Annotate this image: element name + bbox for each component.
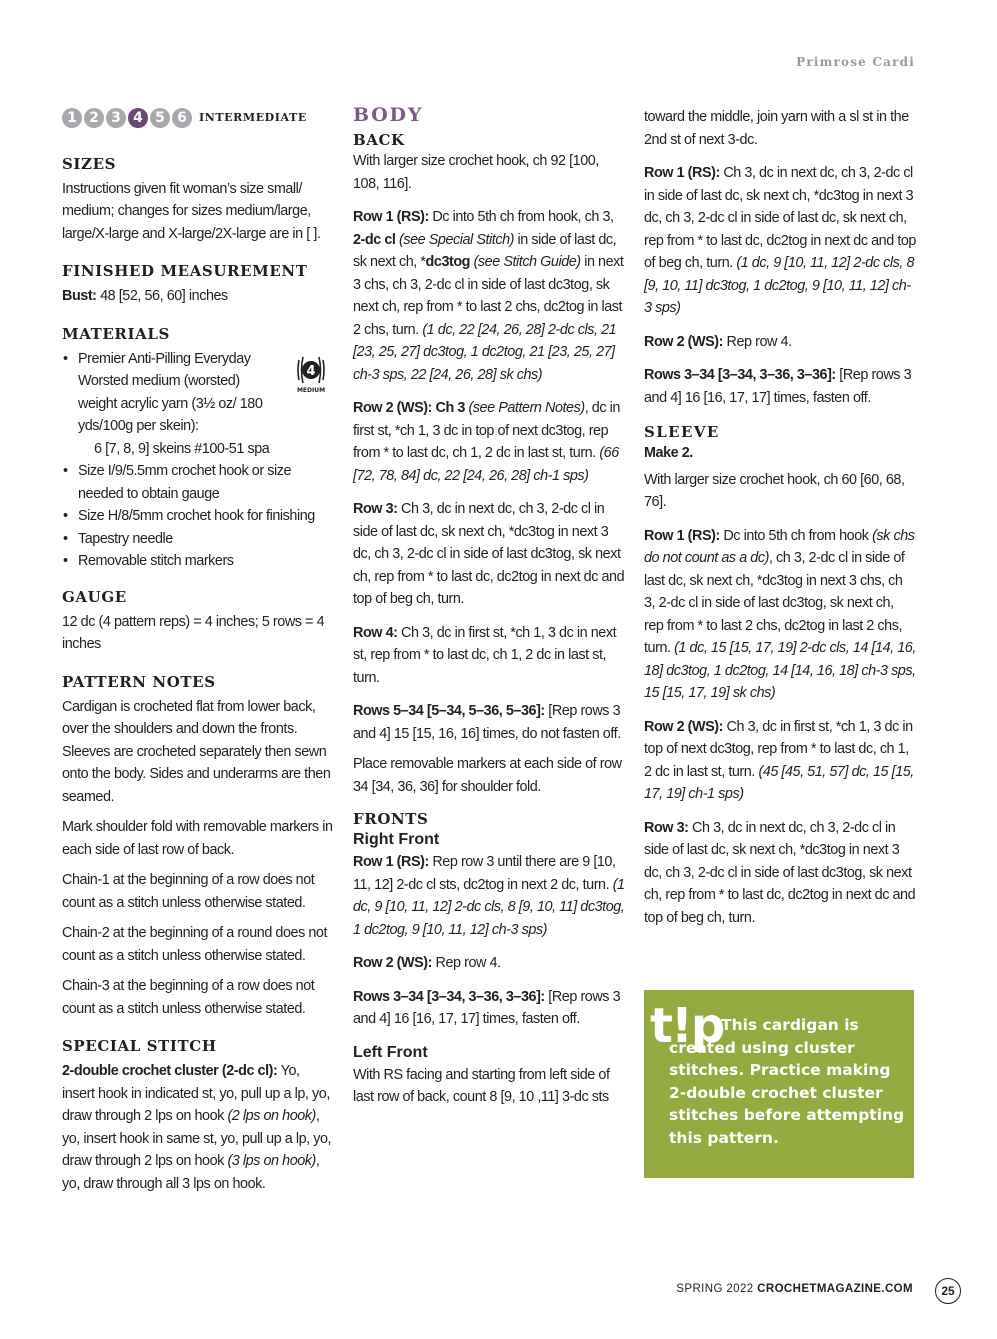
left-front-heading: Left Front bbox=[353, 1043, 428, 1061]
left-front-row-1: Row 1 (RS): Ch 3, dc in next dc, ch 3, 2-dc cl in side of last dc, sk next ch, *dc3tog in next 3 dc, ch 3, 2-dc cl in side of last dc, sk next ch, rep from * to last dc, dc2tog in next dc and top of beg ch, turn. (1 dc, 9 [10, 11, 12] 2-dc cls, 8 [9, 10, 11] dc3tog, 1 dc2tog, 9 [10, 11, 12] ch-3 sps) bbox=[644, 165, 916, 316]
sizes-heading: SIZES bbox=[62, 154, 117, 173]
left-front-row-2: Row 2 (WS): Rep row 4. bbox=[644, 333, 792, 350]
back-rows-5-34: Rows 5–34 [5–34, 5–36, 5–36]: [Rep rows 3 and 4] 15 [15, 16, 16] times, do not fasten off. bbox=[353, 703, 621, 742]
materials-list bbox=[62, 348, 334, 573]
page-number: 25 bbox=[935, 1278, 961, 1304]
back-row-2: Row 2 (WS): Ch 3 (see Pattern Notes), dc in first st, *ch 1, 3 dc in top of next dc3tog, rep from * to last dc, ch 1, 2 dc in last st, turn. (66 [72, 78, 84] dc, 22 [24, 26, 28] ch-1 sps) bbox=[353, 400, 620, 484]
finished-text bbox=[62, 285, 334, 308]
pattern-note: Chain-3 at the beginning of a row does not count as a stitch unless otherwise stated. bbox=[62, 978, 315, 1017]
sleeve-row-2: Row 2 (WS): Ch 3, dc in first st, *ch 1, 3 dc in top of next dc3tog, rep from * to last dc, ch 1, 2 dc in last st, turn. (45 [45, 51, 57] dc, 15 [15, 17, 19] ch-1 sps) bbox=[644, 718, 914, 802]
left-front-intro-cont: toward the middle, join yarn with a sl st in the 2nd st of next 3-dc. bbox=[644, 109, 909, 148]
pattern-note: Chain-2 at the beginning of a round does not count as a stitch unless otherwise stated. bbox=[62, 925, 328, 964]
back-row-4: Row 4: Ch 3, dc in first st, *ch 1, 3 dc in next st, rep from * to last dc, ch 1, 2 dc in last st, turn. bbox=[353, 624, 617, 686]
materials-heading: MATERIALS bbox=[62, 324, 170, 343]
back-intro: With larger size crochet hook, ch 92 [100, 108, 116]. bbox=[353, 153, 599, 192]
body-heading: BODY bbox=[353, 104, 424, 126]
gauge-heading: GAUGE bbox=[62, 587, 127, 606]
make-two: Make 2. bbox=[644, 445, 693, 461]
material-item: • Premier Anti-Pilling Everyday Worsted medium (worsted) weight acrylic yarn (3½ oz/ 180 yds/100g per skein): bbox=[62, 348, 334, 438]
left-front-rows-3-34: Rows 3–34 [3–34, 3–36, 3–36]: [Rep rows 3 and 4] 16 [16, 17, 17] times, fasten off. bbox=[644, 367, 912, 406]
finished-heading: FINISHED MEASUREMENT bbox=[62, 262, 308, 280]
special-stitch-heading: SPECIAL STITCH bbox=[62, 1037, 217, 1055]
fronts-heading: FRONTS bbox=[353, 810, 429, 828]
column-2 bbox=[353, 104, 625, 1120]
sleeve-row-3: Row 3: Ch 3, dc in next dc, ch 3, 2-dc cl in side of last dc, sk next ch, *dc3tog in next 3 dc, ch 3, 2-dc cl in side of last dc3tog, sk next ch, rep from * to last dc, dc2tog in next dc and top of beg ch, turn. bbox=[644, 819, 916, 926]
yarn-weight-label: MEDIUM bbox=[296, 386, 326, 394]
sleeve-row-1: Row 1 (RS): Dc into 5th ch from hook (sk chs do not count as a dc), ch 3, 2-dc cl in side of last dc, sk next ch, *dc3tog in next 3 chs, ch 3, 2-dc cl in side of last dc3tog, sk next ch, rep from * to last 2 chs, dc2tog in last 2 chs, turn. (1 dc, 15 [15, 17, 19] 2-dc cls, 14 [14, 16, 18] dc3tog, 1 dc2tog, 14 [14, 16, 18] ch-3 sps, 15 [15, 17, 19] sk chs) bbox=[644, 527, 916, 701]
right-front-row-2: Row 2 (WS): Rep row 4. bbox=[353, 955, 501, 971]
skill-level-4-active: 4 bbox=[128, 108, 148, 128]
skill-level-5: 5 bbox=[150, 108, 170, 128]
skill-level-6: 6 bbox=[172, 108, 192, 128]
skill-level-3: 3 bbox=[106, 108, 126, 128]
right-front-heading: Right Front bbox=[353, 831, 440, 848]
skill-level bbox=[62, 107, 334, 130]
back-heading: BACK bbox=[353, 131, 405, 149]
column-3 bbox=[644, 106, 916, 940]
footer-season: SPRING 2022 bbox=[676, 1283, 758, 1295]
column-1 bbox=[62, 104, 334, 1206]
special-stitch-text: 2-double crochet cluster (2-dc cl): Yo, insert hook in indicated st, yo, pull up a lp, yo, draw through 2 lps on hook (2 lps on hook), yo, insert hook in same st, yo, pull up a lp, yo, draw through 2 lps on hook (3 lps on hook), yo, draw through all 3 lps on hook. bbox=[62, 1063, 332, 1192]
shoulder-markers: Place removable markers at each side of row 34 [34, 36, 36] for shoulder fold. bbox=[353, 756, 622, 795]
back-row-1: Row 1 (RS): Dc into 5th ch from hook, ch 3, 2-dc cl (see Special Stitch) in side of last dc, sk next ch, *dc3tog (see Stitch Guide) in next 3 chs, ch 3, 2-dc cl in side of last dc3tog, sk next ch, rep from * to last 2 chs, dc2tog in last 2 chs, turn. (1 dc, 22 [24, 26, 28] 2-dc cls, 21 [23, 25, 27] dc3tog, 1 dc2tog, 21 [23, 25, 27] ch-3 sps, 22 [24, 26, 28] sk chs) bbox=[353, 209, 624, 383]
skill-level-2: 2 bbox=[84, 108, 104, 128]
pattern-note: Chain-1 at the beginning of a row does not count as a stitch unless otherwise stated. bbox=[62, 872, 315, 911]
material-yarn-amount: 6 [7, 8, 9] skeins #100-51 spa bbox=[94, 440, 270, 457]
tip-text bbox=[669, 1014, 909, 1149]
tip-text-rest: created using cluster stitches. Practice making 2-double crochet cluster stitches before attempting this pattern. bbox=[669, 1038, 905, 1147]
footer-magazine: CROCHETMAGAZINE.COM bbox=[757, 1283, 913, 1295]
running-head: Primrose Cardi bbox=[796, 55, 915, 69]
sizes-text: Instructions given fit woman’s size small/ medium; changes for sizes medium/large, large/X-large and X-large/2X-large are in [ ]. bbox=[62, 180, 321, 242]
left-front-intro: With RS facing and starting from left side of last row of back, count 8 [9, 10 ,11] 3-dc sts bbox=[353, 1066, 610, 1105]
material-item: • Size H/8/5mm crochet hook for finishing bbox=[62, 505, 334, 528]
tip-box bbox=[644, 990, 914, 1178]
sleeve-intro: With larger size crochet hook, ch 60 [60, 68, 76]. bbox=[644, 471, 905, 510]
yarn-weight-number: 4 bbox=[306, 363, 316, 379]
pattern-note: Cardigan is crocheted flat from lower back, over the shoulders and down the fronts. Sleeves are crocheted separately then sewn onto the body. Sides and underarms are then seamed. bbox=[62, 698, 331, 805]
material-item: • Size I/9/5.5mm crochet hook or size needed to obtain gauge bbox=[62, 460, 334, 505]
material-item: • Removable stitch markers bbox=[62, 550, 334, 573]
tip-text-first-line: This cardigan is bbox=[721, 1016, 859, 1034]
gauge-text: 12 dc (4 pattern reps) = 4 inches; 5 rows = 4 inches bbox=[62, 613, 325, 652]
skill-label: INTERMEDIATE bbox=[199, 111, 307, 124]
right-front-row-1: Row 1 (RS): Rep row 3 until there are 9 [10, 11, 12] 2-dc cl sts, dc2tog in next 2 dc, turn. (1 dc, 9 [10, 11, 12] 2-dc cls, 8 [9, 10, 11] dc3tog, 1 dc2tog, 9 [10, 11, 12] ch-3 sps) bbox=[353, 854, 625, 938]
tip-logo: t!p bbox=[650, 998, 724, 1054]
right-front-rows-3-34: Rows 3–34 [3–34, 3–36, 3–36]: [Rep rows 3 and 4] 16 [16, 17, 17] times, fasten off. bbox=[353, 988, 621, 1027]
bust-label: Bust: bbox=[62, 288, 97, 304]
sleeve-heading: SLEEVE bbox=[644, 423, 720, 441]
pattern-note: Mark shoulder fold with removable markers in each side of last row of back. bbox=[62, 819, 333, 858]
pattern-notes-heading: PATTERN NOTES bbox=[62, 672, 216, 691]
skill-level-1: 1 bbox=[62, 108, 82, 128]
back-row-3: Row 3: Ch 3, dc in next dc, ch 3, 2-dc cl in side of last dc, sk next ch, *dc3tog in next 3 dc, ch 3, 2-dc cl in side of last dc3tog, sk next ch, rep from * to last dc, dc2tog in next dc and top of beg ch, turn. bbox=[353, 501, 625, 607]
bust-value: 48 [52, 56, 60] inches bbox=[96, 288, 228, 304]
footer bbox=[676, 1283, 913, 1295]
material-item: • Tapestry needle bbox=[62, 528, 334, 551]
